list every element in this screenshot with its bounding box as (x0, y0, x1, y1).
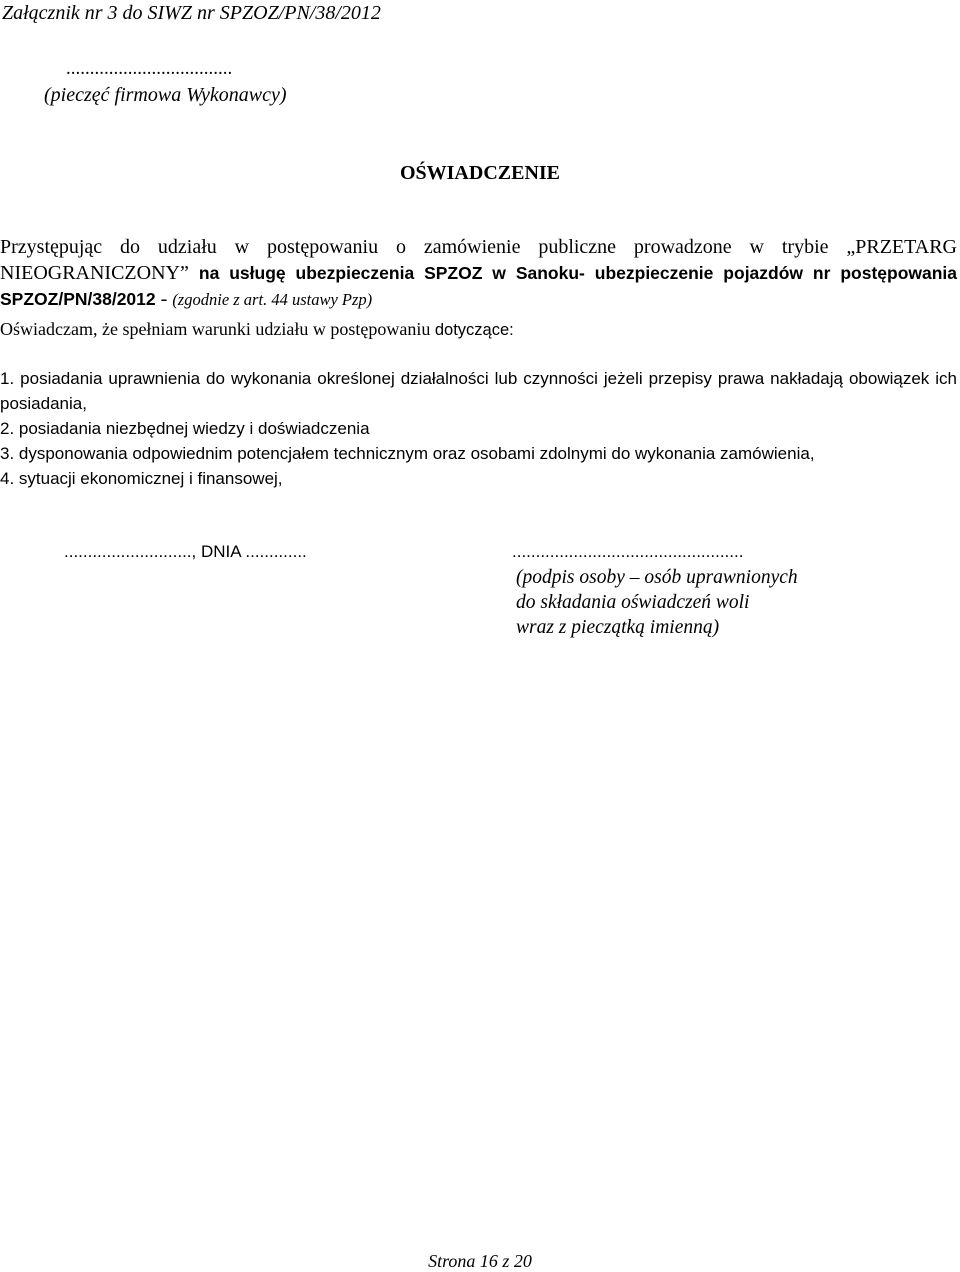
intro-text: Przystępując do udziału w postępowaniu o zamówienie publiczne prowadzone w trybie „PRZETARG NIEOGRANICZONY” (0, 236, 957, 284)
place-date-field: ..........................., DNIA ............. (64, 542, 307, 561)
intro-dash: - (155, 288, 173, 310)
signature-placeholder: ................................................. (512, 542, 744, 561)
company-stamp-label: (pieczęć firmowa Wykonawcy) (44, 84, 287, 106)
signature-caption-line: do składania oświadczeń woli (516, 592, 750, 613)
company-stamp-placeholder: ................................... (66, 58, 233, 79)
condition-item: 4. sytuacji ekonomicznej i finansowej, (0, 469, 283, 488)
signature-caption (516, 565, 798, 640)
document-title: OŚWIADCZENIE (399, 162, 561, 184)
signature-caption-line: wraz z pieczątką imienną) (516, 617, 720, 638)
document-reference: Załącznik nr 3 do SIWZ nr SPZOZ/PN/38/2012 (2, 2, 381, 24)
declaration-text: Oświadczam, że spełniam warunki udziału w postępowaniu (0, 319, 435, 339)
intro-legal-basis: (zgodnie z art. 44 ustawy Pzp) (172, 290, 373, 309)
signature-caption-line: (podpis osoby – osób uprawnionych (516, 567, 798, 588)
declaration-line (0, 317, 514, 342)
condition-item: 1. posiadania uprawnienia do wykonania określonej działalności lub czynności jeżeli przepisy prawa nakładają obowiązek ich posiadania, (0, 369, 957, 413)
conditions-list (0, 366, 957, 491)
condition-item: 3. dysponowania odpowiednim potencjałem technicznym oraz osobami zdolnymi do wykonania zamówienia, (0, 444, 815, 463)
intro-paragraph (0, 234, 957, 313)
condition-item: 2. posiadania niezbędnej wiedzy i doświadczenia (0, 419, 370, 438)
page-number: Strona 16 z 20 (428, 1251, 532, 1271)
intro-subject: na usługę ubezpieczenia SPZOZ w Sanoku- ubezpieczenie pojazdów nr postępowania SPZOZ/PN/38/2012 (0, 263, 958, 309)
declaration-concerning: dotyczące: (434, 321, 514, 339)
